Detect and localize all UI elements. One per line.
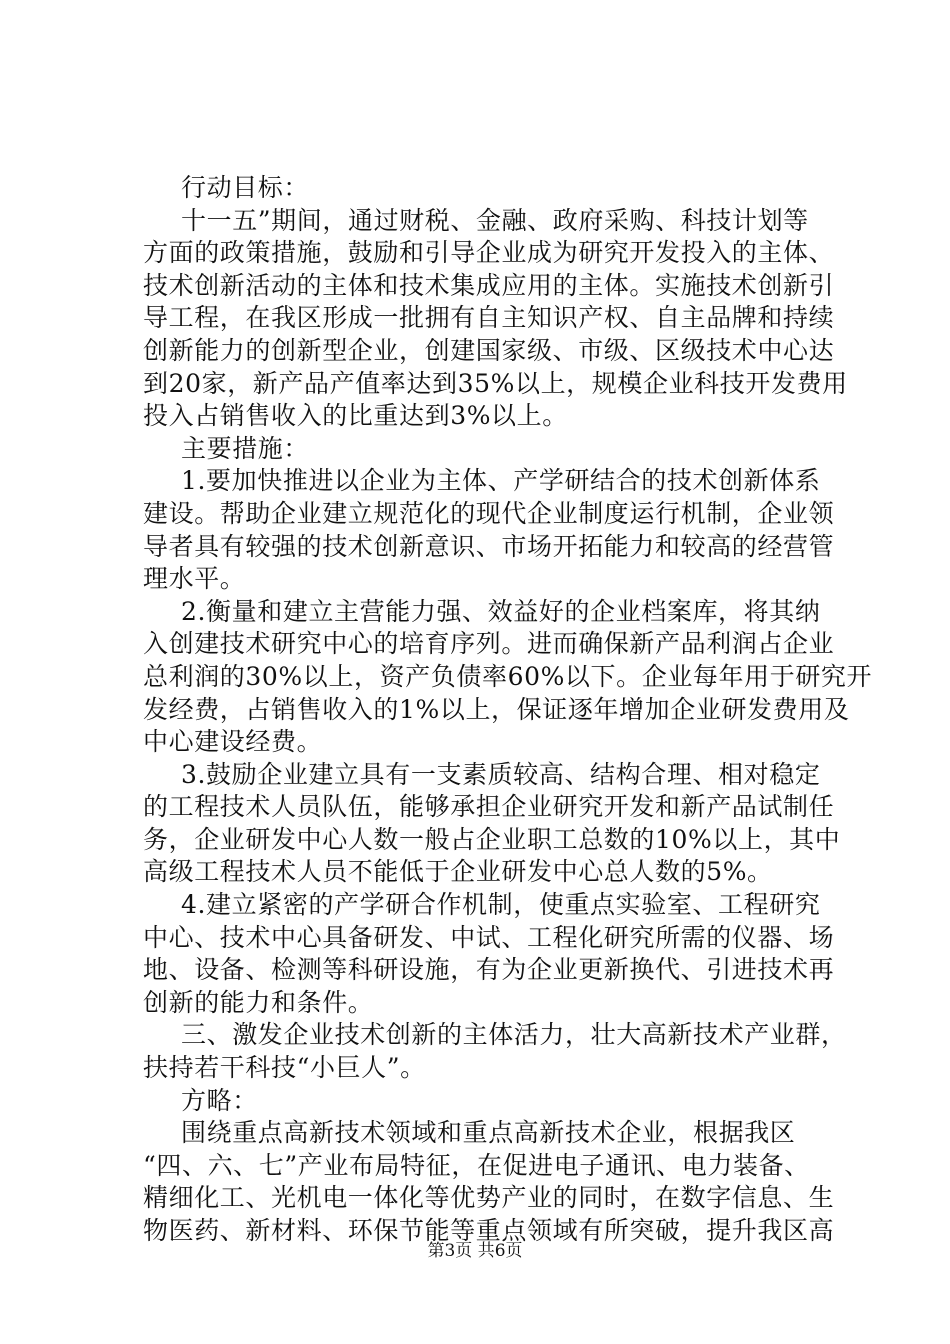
text-line: 技术创新活动的主体和技术集成应用的主体。实施技术创新引: [143, 270, 835, 300]
text-line: 中心建设经费。: [143, 727, 323, 757]
text-line: 总利润的30%以上，资产负债率60%以下。企业每年用于研究开: [143, 661, 873, 691]
text-line: 建设。帮助企业建立规范化的现代企业制度运行机制，企业领: [143, 498, 835, 528]
text-line: 地、设备、检测等科研设施，有为企业更新换代、引进技术再: [143, 955, 835, 985]
text-line: 高级工程技术人员不能低于企业研发中心总人数的5%。: [143, 857, 773, 887]
document-body: [143, 172, 873, 1248]
text-line: 务，企业研发中心人数一般占企业职工总数的10%以上，其中: [143, 824, 841, 854]
text-line: 行动目标：: [181, 173, 310, 202]
text-line: 入创建技术研究中心的培育序列。进而确保新产品利润占企业: [143, 629, 835, 659]
text-line: 方面的政策措施，鼓励和引导企业成为研究开发投入的主体、: [143, 238, 835, 268]
text-line: 到20家，新产品产值率达到35%以上，规模企业科技开发费用: [143, 368, 848, 398]
text-line: 1.要加快推进以企业为主体、产学研结合的技术创新体系: [181, 466, 821, 496]
text-line: 3.鼓励企业建立具有一支素质较高、结构合理、相对稳定: [181, 759, 821, 789]
text-line: 围绕重点高新技术领域和重点高新技术企业，根据我区: [181, 1118, 796, 1148]
text-line: 创新能力的创新型企业，创建国家级、市级、区级技术中心达: [143, 335, 835, 365]
text-line: 方略：: [181, 1085, 258, 1115]
page-footer: 第3页 共6页: [427, 1241, 523, 1261]
text-line: 扶持若干科技“小巨人”。: [143, 1053, 426, 1083]
text-line: 主要措施：: [181, 433, 310, 463]
text-line: 发经费，占销售收入的1%以上，保证逐年增加企业研发费用及: [143, 694, 850, 724]
text-line: 理水平。: [143, 564, 246, 594]
text-line: 导工程，在我区形成一批拥有自主知识产权、自主品牌和持续: [143, 303, 835, 333]
text-line: 精细化工、光机电一体化等优势产业的同时，在数字信息、生: [143, 1183, 835, 1213]
text-line: 创新的能力和条件。: [143, 987, 374, 1017]
text-line: 投入占销售收入的比重达到3%以上。: [143, 401, 568, 431]
text-line: 2.衡量和建立主营能力强、效益好的企业档案库，将其纳: [181, 596, 821, 626]
text-line: 的工程技术人员队伍，能够承担企业研究开发和新产品试制任: [143, 792, 835, 822]
text-line: 4.建立紧密的产学研合作机制，使重点实验室、工程研究: [181, 890, 821, 920]
text-line: 导者具有较强的技术创新意识、市场开拓能力和较高的经营管: [143, 531, 835, 561]
text-line: 中心、技术中心具备研发、中试、工程化研究所需的仪器、场: [143, 922, 835, 952]
text-line: 物医药、新材料、环保节能等重点领域有所突破，提升我区高: [143, 1216, 835, 1245]
text-line: 三、激发企业技术创新的主体活力，壮大高新技术产业群，: [181, 1020, 847, 1050]
text-line: 十一五”期间，通过财税、金融、政府采购、科技计划等: [181, 205, 809, 235]
text-line: “四、六、七”产业布局特征，在促进电子通讯、电力装备、: [143, 1150, 810, 1180]
